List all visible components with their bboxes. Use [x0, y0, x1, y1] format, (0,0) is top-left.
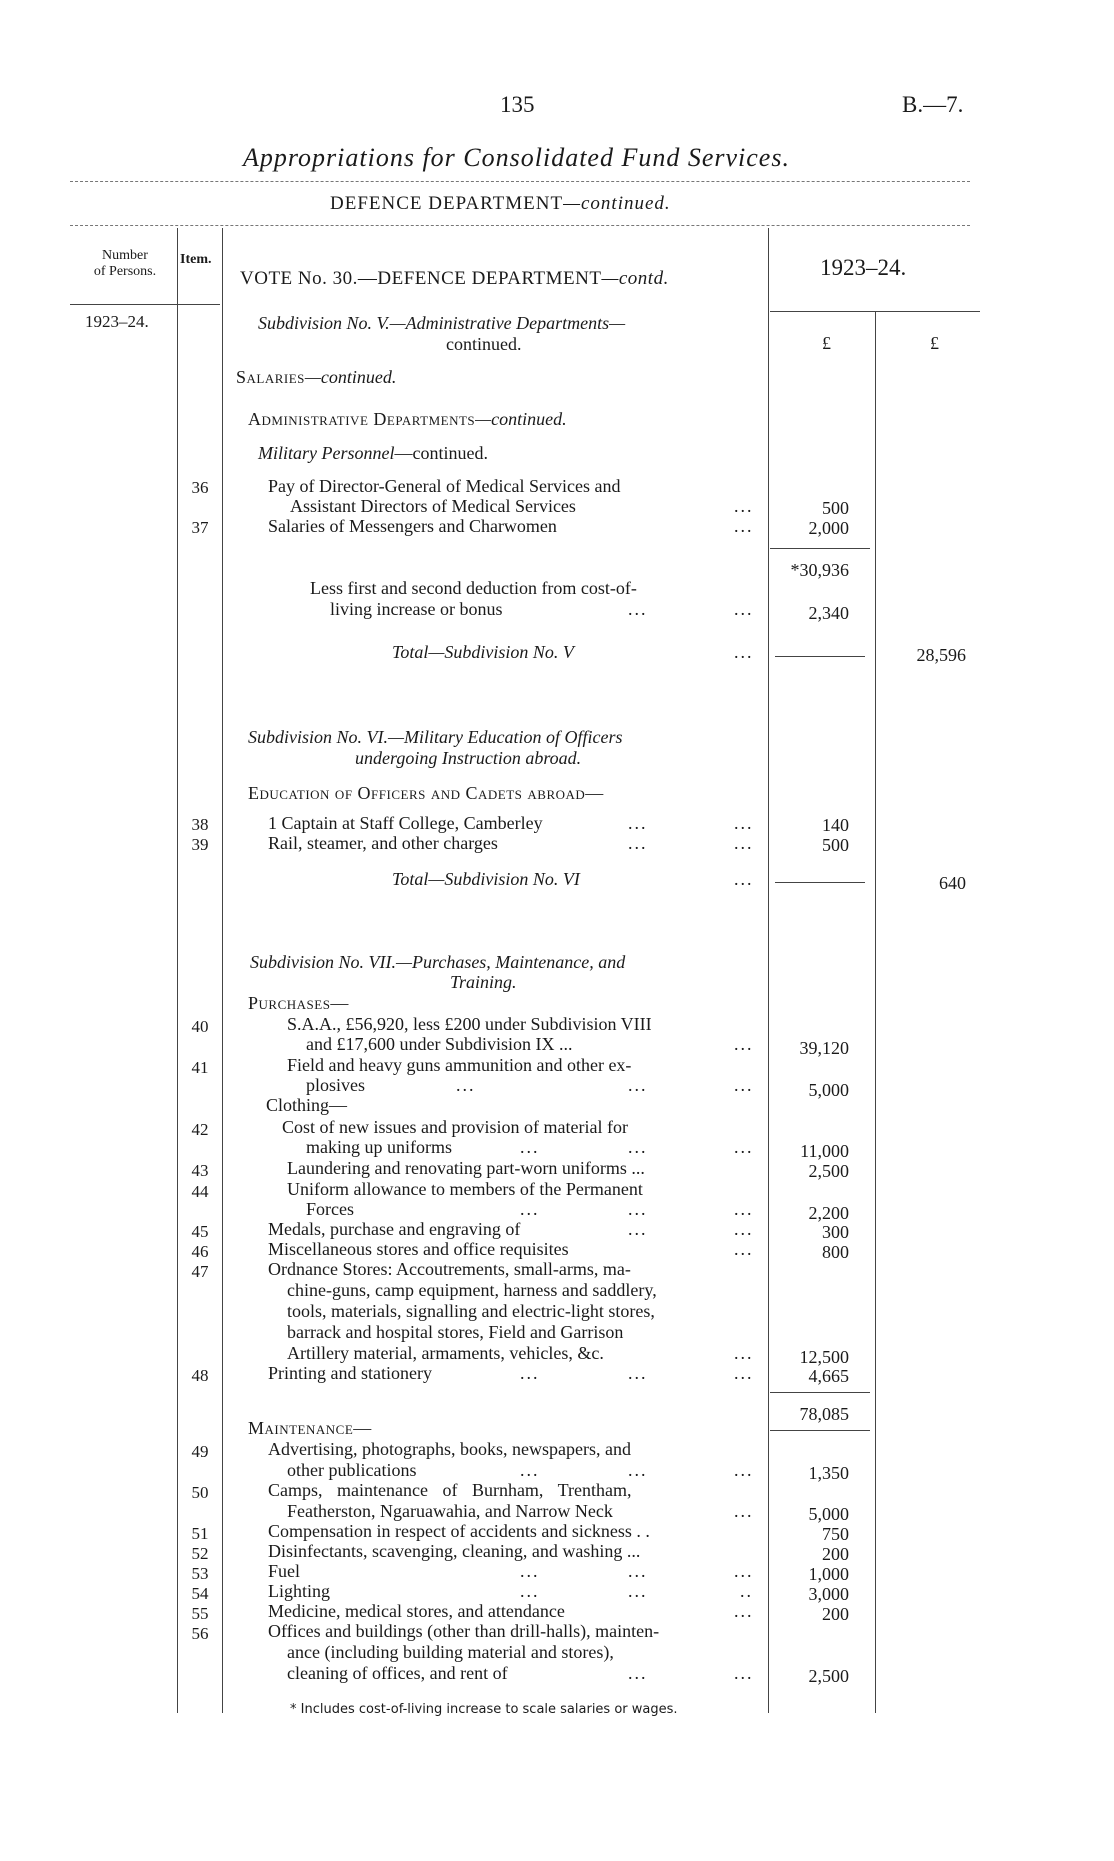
item-number: 45 [191, 1222, 209, 1241]
item-53-amount: 1,000 [808, 1564, 849, 1584]
salaries-heading [236, 367, 396, 388]
item-42-line2: making up uniforms [306, 1137, 452, 1157]
leader-dots: ... [628, 1137, 648, 1157]
item-50-amount: 5,000 [808, 1504, 849, 1524]
item-number: 48 [191, 1366, 209, 1385]
item-45-text: Medals, purchase and engraving of [268, 1219, 521, 1239]
department-name: DEFENCE DEPARTMENT [330, 193, 564, 214]
item-50-line2: Featherston, Ngaruawahia, and Narrow Neck [287, 1501, 613, 1521]
military-suffix: —continued. [394, 443, 488, 463]
leader-dots: ... [628, 1075, 648, 1095]
purchases-total: 78,085 [799, 1404, 849, 1424]
item-40-line1: S.A.A., £56,920, less £200 under Subdivision VIII [287, 1014, 652, 1034]
persons-header-line1: Number [102, 248, 148, 263]
item-56-amount: 2,500 [808, 1666, 849, 1686]
salaries-label: Salaries [236, 367, 305, 387]
sub5-total-rule [775, 656, 865, 657]
leader-dots: ... [734, 1137, 754, 1157]
item-55-amount: 200 [822, 1604, 849, 1624]
leader-dots: .. [740, 1581, 753, 1601]
item-43-amount: 2,500 [808, 1161, 849, 1181]
leader-dots: ... [734, 813, 754, 833]
item-51-text: Compensation in respect of accidents and sickness . . [268, 1521, 650, 1541]
leader-dots: ... [734, 1199, 754, 1219]
item-56-line2: ance (including building material and stores), [287, 1642, 614, 1662]
main-title: Appropriations for Consolidated Fund Services. [243, 143, 790, 172]
item-41-amount: 5,000 [808, 1080, 849, 1100]
item-41-line1: Field and heavy guns ammunition and other ex- [287, 1055, 632, 1075]
item-number: 36 [191, 478, 209, 497]
item-49-line2: other publications [287, 1460, 417, 1480]
sub6-section-heading: Education of Officers and Cadets abroad— [248, 783, 604, 803]
item-number: 39 [191, 835, 209, 854]
sub6-total: 640 [939, 873, 966, 893]
leader-dots: ... [734, 869, 754, 889]
item-number: 43 [191, 1161, 209, 1180]
persons-year: 1923–24. [85, 312, 149, 331]
header-top-rule [70, 225, 970, 226]
persons-header-line2: of Persons. [93, 264, 157, 279]
item-47-line1: Ordnance Stores: Accoutrements, small-arms, ma- [268, 1259, 631, 1279]
item-number: 44 [191, 1182, 209, 1201]
item-40-amount: 39,120 [799, 1038, 849, 1058]
item-49-amount: 1,350 [808, 1463, 849, 1483]
leader-dots: ... [520, 1137, 540, 1157]
title-rule [70, 181, 970, 182]
item-number: 56 [191, 1624, 209, 1643]
item-36-amount: 500 [822, 498, 849, 518]
item-52-text: Disinfectants, scavenging, cleaning, and washing ... [268, 1541, 641, 1561]
leader-dots: ... [628, 813, 648, 833]
less-deduction-line2: living increase or bonus [330, 599, 503, 619]
item-number: 46 [191, 1242, 209, 1261]
item-36-line1: Pay of Director-General of Medical Services and [268, 476, 621, 496]
sub7-heading-line1: Subdivision No. VII.—Purchases, Maintenance, and [250, 952, 626, 972]
leader-dots: ... [734, 1239, 754, 1259]
department-suffix: —continued. [563, 193, 671, 214]
item-number: 41 [191, 1058, 209, 1077]
leader-dots: ... [520, 1561, 540, 1581]
purchases-heading: Purchases— [248, 993, 349, 1013]
item-number: 55 [191, 1604, 209, 1623]
item-column-header: Item. [180, 252, 212, 267]
less-deduction-line1: Less first and second deduction from cost-of- [310, 578, 637, 598]
vote-title [240, 268, 669, 290]
leader-dots: ... [628, 1561, 648, 1581]
item-number: 52 [191, 1544, 209, 1563]
sub6-heading-line1: Subdivision No. VI.—Military Education of Officers [248, 727, 623, 747]
leader-dots: ... [734, 1219, 754, 1239]
sub5-heading-line2: continued. [446, 334, 522, 354]
item-42-amount: 11,000 [800, 1141, 849, 1161]
footnote: * Includes cost-of-living increase to scale salaries or wages. [290, 1702, 678, 1717]
item-38-text: 1 Captain at Staff College, Camberley [268, 813, 543, 833]
leader-dots: ... [628, 833, 648, 853]
item-39-amount: 500 [822, 835, 849, 855]
item-44-line2: Forces [306, 1199, 354, 1219]
item-47-line3: tools, materials, signalling and electric-light stores, [287, 1301, 655, 1321]
item-54-amount: 3,000 [808, 1584, 849, 1604]
item-number: 42 [191, 1120, 209, 1139]
leader-dots: ... [628, 1460, 648, 1480]
item-44-amount: 2,200 [808, 1203, 849, 1223]
item-number: 37 [191, 518, 209, 537]
leader-dots: ... [734, 599, 754, 619]
department-title [330, 193, 671, 215]
item-47-amount: 12,500 [799, 1347, 849, 1367]
less-deduction-amount: 2,340 [808, 603, 849, 623]
leader-dots: ... [734, 1601, 754, 1621]
leader-dots: ... [628, 1219, 648, 1239]
item-48-text: Printing and stationery [268, 1363, 432, 1383]
item-36-line2: Assistant Directors of Medical Services [290, 496, 576, 516]
item-54-text: Lighting [268, 1581, 330, 1601]
item-46-amount: 800 [822, 1242, 849, 1262]
item-41-line2: plosives [306, 1075, 366, 1095]
page-number: 135 [500, 92, 535, 117]
item-45-amount: 300 [822, 1222, 849, 1242]
leader-dots: ... [628, 1663, 648, 1683]
item-number: 40 [191, 1017, 209, 1036]
leader-dots: ... [734, 1460, 754, 1480]
purchases-total-underline [770, 1430, 870, 1431]
item-44-line1: Uniform allowance to members of the Permanent [287, 1179, 643, 1199]
item-46-text: Miscellaneous stores and office requisites [268, 1239, 569, 1259]
item-56-line3: cleaning of offices, and rent of [287, 1663, 508, 1683]
item-37-amount: 2,000 [808, 518, 849, 538]
pound-sign-column2: £ [930, 333, 939, 353]
leader-dots: ... [628, 1199, 648, 1219]
clothing-heading: Clothing— [266, 1095, 348, 1115]
vote-title-main: VOTE No. 30.—DEFENCE DEPARTMENT [240, 268, 602, 289]
leader-dots: ... [734, 516, 754, 536]
item-52-amount: 200 [822, 1544, 849, 1564]
item-56-line1: Offices and buildings (other than drill-halls), mainten- [268, 1621, 660, 1641]
item-39-text: Rail, steamer, and other charges [268, 833, 498, 853]
leader-dots: ... [520, 1581, 540, 1601]
admin-heading [248, 409, 567, 430]
leader-dots: ... [520, 1363, 540, 1383]
item-48-amount: 4,665 [808, 1366, 849, 1386]
leader-dots: ... [734, 1663, 754, 1683]
sub7-heading-line2: Training. [450, 972, 517, 992]
persons-column-header [70, 248, 180, 280]
leader-dots: ... [520, 1460, 540, 1480]
leader-dots: ... [734, 1561, 754, 1581]
item-47-line5: Artillery material, armaments, vehicles, &c. [287, 1343, 604, 1363]
military-label: Military Personnel [258, 443, 395, 463]
document-reference: B.—7. [902, 92, 964, 117]
leader-dots: ... [734, 1034, 754, 1054]
leader-dots: ... [456, 1075, 476, 1095]
item-42-line1: Cost of new issues and provision of material for [282, 1117, 628, 1137]
leader-dots: ... [734, 642, 754, 662]
leader-dots: ... [628, 1581, 648, 1601]
pound-sign-column1: £ [822, 333, 831, 353]
item-37-text: Salaries of Messengers and Charwomen [268, 516, 557, 536]
leader-dots: ... [734, 1501, 754, 1521]
item-40-line2: and £17,600 under Subdivision IX ... [306, 1034, 573, 1054]
item-38-amount: 140 [822, 815, 849, 835]
leader-dots: ... [734, 496, 754, 516]
leader-dots: ... [734, 1075, 754, 1095]
item-number: 53 [191, 1564, 209, 1583]
year-column-header: 1923–24. [820, 255, 907, 280]
item-51-amount: 750 [822, 1524, 849, 1544]
sub6-heading-line2: undergoing Instruction abroad. [355, 748, 582, 768]
sub5-subtotal-rule [770, 548, 870, 549]
leader-dots: ... [628, 599, 648, 619]
sub5-total-label: Total—Subdivision No. V [392, 642, 574, 662]
sub5-total: 28,596 [916, 645, 966, 665]
sub6-total-label: Total—Subdivision No. VI [392, 869, 580, 889]
item-53-text: Fuel [268, 1561, 301, 1581]
admin-label: Administrative Departments [248, 409, 476, 429]
item-55-text: Medicine, medical stores, and attendance [268, 1601, 565, 1621]
item-number: 49 [191, 1442, 209, 1461]
item-47-line2: chine-guns, camp equipment, harness and saddlery, [287, 1280, 657, 1300]
salaries-suffix: —continued. [304, 367, 397, 387]
maintenance-heading: Maintenance— [248, 1418, 372, 1438]
purchases-total-rule [770, 1392, 870, 1393]
rule-amount-total [875, 312, 876, 1713]
item-47-line4: barrack and hospital stores, Field and Garrison [287, 1322, 624, 1342]
item-50-line1: Camps, maintenance of Burnham, Trentham, [268, 1480, 632, 1500]
rule-text-amount [768, 228, 769, 1713]
item-number: 47 [191, 1262, 209, 1281]
header-bottom-rule-left [70, 304, 220, 305]
admin-suffix: —continued. [475, 409, 567, 429]
item-number: 51 [191, 1524, 209, 1543]
leader-dots: ... [520, 1199, 540, 1219]
sub5-heading-line1: Subdivision No. V.—Administrative Departments— [258, 313, 626, 333]
leader-dots: ... [734, 1363, 754, 1383]
item-number: 38 [191, 815, 209, 834]
item-43-text: Laundering and renovating part-worn uniforms ... [287, 1158, 645, 1178]
sub6-total-rule [775, 882, 865, 883]
sub5-subtotal: *30,936 [790, 560, 849, 580]
item-number: 50 [191, 1483, 209, 1502]
leader-dots: ... [628, 1363, 648, 1383]
military-heading [258, 443, 488, 464]
item-49-line1: Advertising, photographs, books, newspapers, and [268, 1439, 631, 1459]
leader-dots: ... [734, 833, 754, 853]
leader-dots: ... [734, 1343, 754, 1363]
vote-title-suffix: —contd. [601, 268, 669, 289]
item-number: 54 [191, 1584, 209, 1603]
